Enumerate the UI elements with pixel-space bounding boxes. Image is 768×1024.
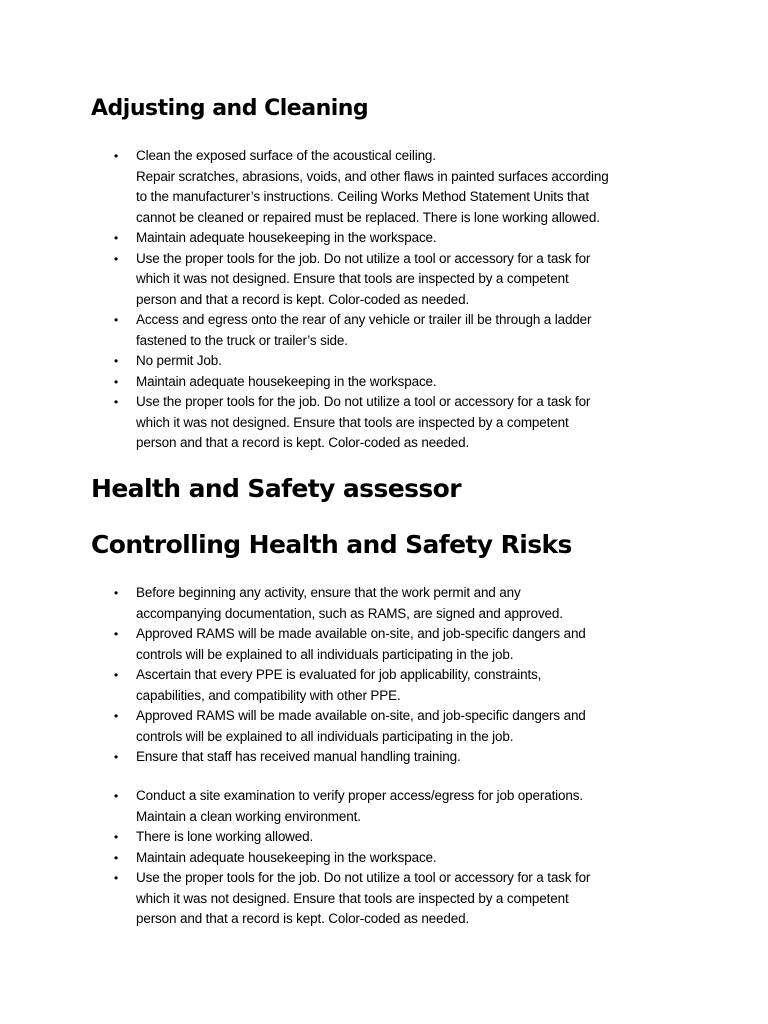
list-item-text: Maintain adequate housekeeping in the workspace. — [136, 849, 437, 865]
list-adjusting-and-cleaning — [0, 146, 768, 454]
list-item-text: No permit Job. — [136, 353, 222, 368]
list-item-text: accompanying documentation, such as RAMS, are signed and approved. — [136, 605, 563, 621]
list-controlling-risks-second — [0, 786, 768, 930]
list-item — [0, 747, 768, 768]
bullet-icon: • — [114, 586, 119, 600]
list-item — [0, 583, 768, 624]
bullet-icon: • — [114, 313, 119, 327]
list-controlling-risks-first — [0, 583, 768, 768]
list-item-text: Repair scratches, abrasions, voids, and other flaws in painted surfaces according — [136, 168, 609, 184]
list-item — [0, 351, 768, 372]
list-item — [0, 827, 768, 848]
bullet-icon: • — [114, 251, 119, 266]
list-item-text: fastened to the truck or trailer’s side. — [136, 332, 348, 348]
list-item-text: person and that a record is kept. Color-coded as needed. — [136, 291, 470, 307]
list-item — [0, 310, 768, 351]
bullet-icon: • — [114, 830, 119, 844]
list-item-text: Maintain a clean working environment. — [136, 808, 361, 824]
heading-health-and-safety-assessor: Health and Safety assessor — [91, 474, 461, 503]
list-item — [0, 392, 768, 454]
list-item-text: Approved RAMS will be made available on-site, and job-specific dangers and — [136, 626, 586, 641]
list-item — [0, 665, 768, 706]
bullet-icon: • — [114, 231, 119, 245]
list-item — [0, 786, 768, 827]
list-item — [0, 868, 768, 930]
bullet-icon: • — [114, 871, 119, 885]
list-item-text: Clean the exposed surface of the acoustical ceiling. — [136, 148, 436, 163]
bullet-icon: • — [114, 627, 119, 641]
list-item-text: There is lone working allowed. — [136, 829, 314, 844]
bullet-icon: • — [114, 149, 119, 163]
bullet-icon: • — [114, 750, 119, 764]
heading-adjusting-and-cleaning: Adjusting and Cleaning — [91, 96, 369, 121]
list-item-text: which it was not designed. Ensure that tools are inspected by a competent — [136, 890, 569, 906]
bullet-icon: • — [114, 850, 119, 865]
list-item-text: controls will be explained to all individuals participating in the job. — [136, 728, 514, 744]
list-item-text: Use the proper tools for the job. Do not utilize a tool or accessory for a task for — [136, 250, 591, 266]
list-item-text: Before beginning any activity, ensure that the work permit and any — [136, 585, 521, 600]
list-item-text: person and that a record is kept. Color-coded as needed. — [136, 911, 470, 926]
list-item — [0, 372, 768, 393]
bullet-icon: • — [114, 374, 119, 389]
list-item — [0, 624, 768, 665]
list-item-text: Maintain adequate housekeeping in the workspace. — [136, 230, 437, 245]
list-item-text: Access and egress onto the rear of any vehicle or trailer ill be through a ladder — [136, 312, 592, 327]
list-item — [0, 706, 768, 747]
list-item — [0, 249, 768, 311]
list-item-text: to the manufacturer’s instructions. Ceiling Works Method Statement Units that — [136, 189, 589, 204]
list-item-text: Use the proper tools for the job. Do not utilize a tool or accessory for a task for — [136, 870, 591, 885]
list-item-text: which it was not designed. Ensure that tools are inspected by a competent — [136, 271, 569, 286]
list-item-text: Ensure that staff has received manual handling training. — [136, 749, 461, 764]
bullet-icon: • — [114, 709, 119, 723]
list-item — [0, 848, 768, 869]
bullet-icon: • — [114, 395, 119, 409]
list-item — [0, 228, 768, 249]
list-item — [0, 146, 768, 228]
list-item-text: controls will be explained to all individuals participating in the job. — [136, 646, 514, 662]
list-item-text: Ascertain that every PPE is evaluated for job applicability, constraints, — [136, 667, 542, 682]
bullet-icon: • — [114, 354, 119, 368]
bullet-icon: • — [114, 789, 119, 803]
list-item-text: which it was not designed. Ensure that tools are inspected by a competent — [136, 414, 569, 430]
list-item-text: Maintain adequate housekeeping in the workspace. — [136, 373, 437, 389]
heading-controlling-risks: Controlling Health and Safety Risks — [91, 530, 572, 559]
list-item-text: Conduct a site examination to verify proper access/egress for job operations. — [136, 788, 583, 803]
list-item-text: Approved RAMS will be made available on-site, and job-specific dangers and — [136, 708, 586, 723]
list-item-text: cannot be cleaned or repaired must be replaced. There is lone working allowed. — [136, 209, 600, 225]
bullet-icon: • — [114, 668, 119, 682]
list-item-text: Use the proper tools for the job. Do not utilize a tool or accessory for a task for — [136, 394, 591, 409]
list-item-text: person and that a record is kept. Color-coded as needed. — [136, 435, 470, 450]
list-item-text: capabilities, and compatibility with other PPE. — [136, 687, 401, 703]
